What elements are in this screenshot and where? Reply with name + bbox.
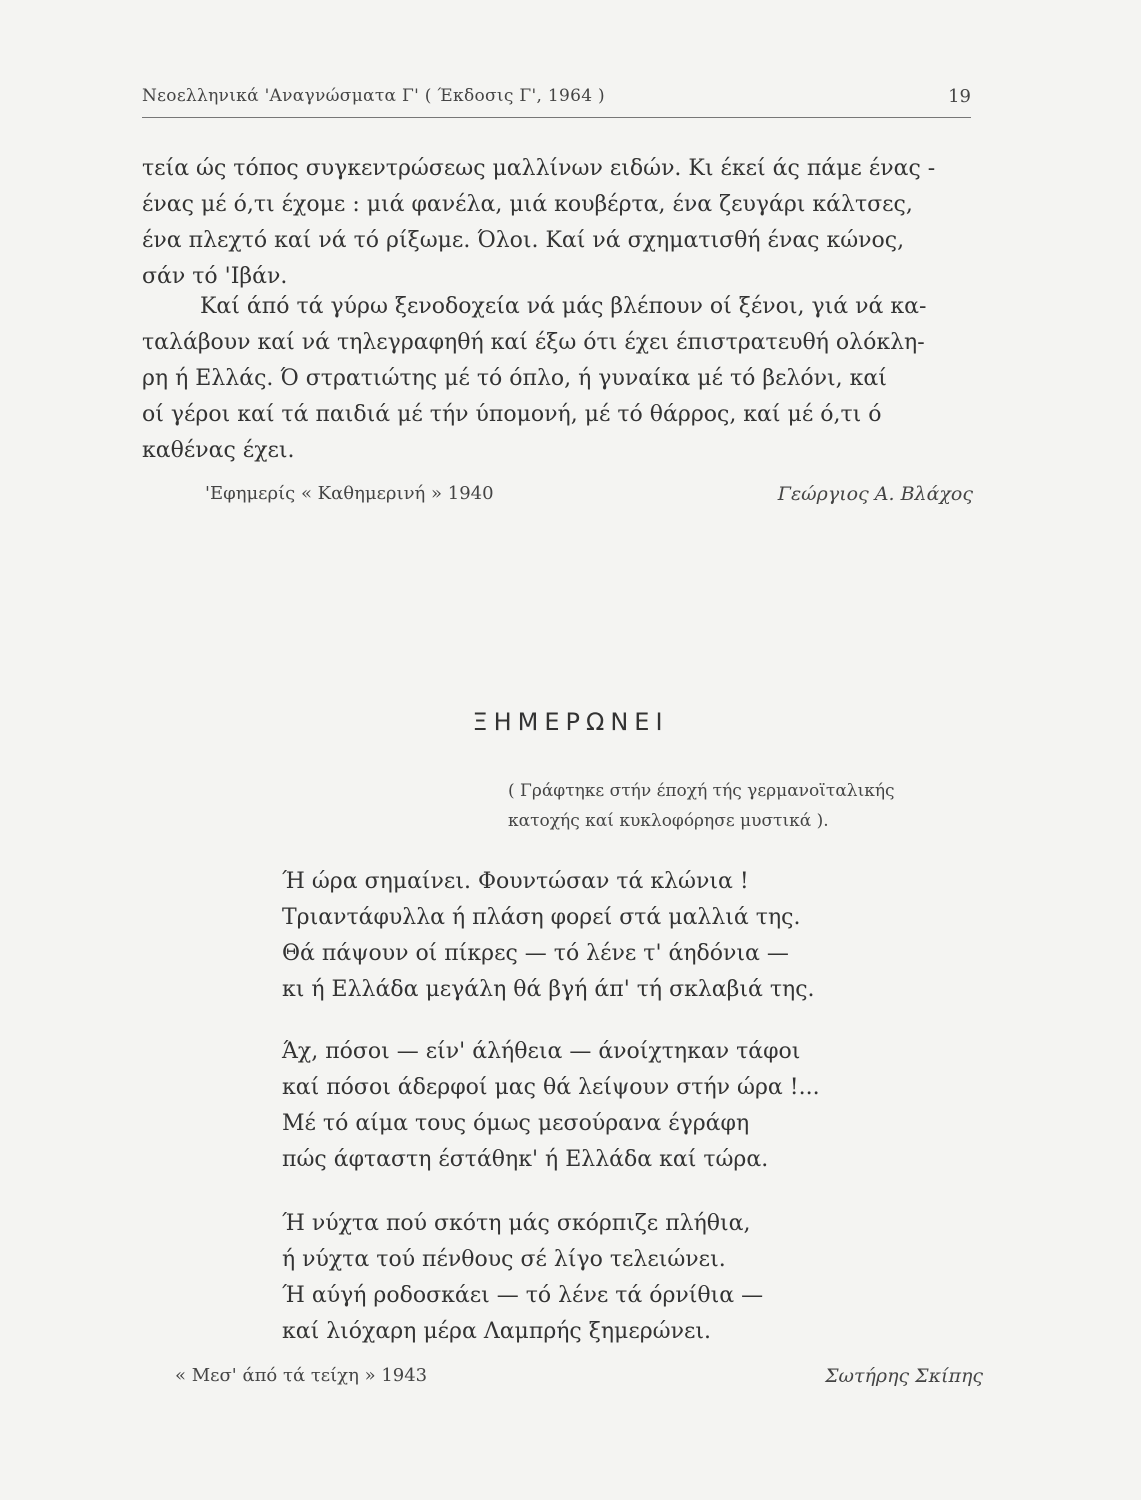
verse-line: Θά πάψουν οί πίκρες — τό λένε τ' άηδόνια — xyxy=(282,941,789,966)
poem-stanza-3 xyxy=(282,1206,763,1350)
text-line: ταλάβουν καί νά τηλεγραφηθή καί έξω ότι έχει έπιστρατευθή ολόκλη- xyxy=(142,330,925,355)
verse-line: ή νύχτα τού πένθους σέ λίγο τελειώνει. xyxy=(282,1247,726,1272)
verse-line: Μέ τό αίμα τους όμως μεσούρανα έγράφη xyxy=(282,1111,750,1136)
note-line: ( Γράφτηκε στήν έποχή τής γερμανοϊταλικής xyxy=(508,781,895,801)
text-line: καθένας έχει. xyxy=(142,438,295,463)
text-line: ρη ή Ελλάς. Ό στρατιώτης μέ τό όπλο, ή γυναίκα μέ τό βελόνι, καί xyxy=(142,366,887,391)
note-line: κατοχής καί κυκλοφόρησε μυστικά ). xyxy=(508,811,829,831)
text-line: σάν τό 'Ιβάν. xyxy=(142,264,288,289)
text-line: ένα πλεχτό καί νά τό ρίξωμε. Όλοι. Καί νά σχηματισθή ένας κώνος, xyxy=(142,228,905,253)
page-number: 19 xyxy=(948,86,971,107)
poem-title: ΞΗΜΕΡΩΝΕΙ xyxy=(472,708,669,736)
text-line: Καί άπό τά γύρω ξενοδοχεία νά μάς βλέπουν οί ξένοι, γιά νά κα- xyxy=(200,294,927,319)
verse-line: Ή αύγή ροδοσκάει — τό λένε τά όρνίθια — xyxy=(282,1283,764,1308)
verse-line: καί λιόχαρη μέρα Λαμπρής ξημερώνει. xyxy=(282,1319,711,1344)
running-header xyxy=(142,86,971,116)
verse-line: καί πόσοι άδερφοί μας θά λείψουν στήν ώρα !... xyxy=(282,1075,820,1100)
poem-stanza-1 xyxy=(282,864,815,1008)
text-line: τεία ώς τόπος συγκεντρώσεως μαλλίνων ειδών. Κι έκεί άς πάμε ένας - xyxy=(142,156,936,181)
verse-line: Ή ώρα σημαίνει. Φουντώσαν τά κλώνια ! xyxy=(282,869,749,894)
header-rule xyxy=(142,117,971,118)
poem-note xyxy=(508,776,895,836)
poem-stanza-2 xyxy=(282,1034,820,1178)
prose-paragraph-2 xyxy=(142,289,971,469)
verse-line: πώς άφταστη έστάθηκ' ή Ελλάδα καί τώρα. xyxy=(282,1147,769,1172)
verse-line: Τριαντάφυλλα ή πλάση φορεί στά μαλλιά της. xyxy=(282,905,801,930)
prose-paragraph-1 xyxy=(142,151,971,295)
verse-line: κι ή Ελλάδα μεγάλη θά βγή άπ' τή σκλαβιά της. xyxy=(282,977,815,1002)
prose-source: 'Εφημερίς « Καθημερινή » 1940 xyxy=(205,483,494,504)
text-line: οί γέροι καί τά παιδιά μέ τήν ύπομονή, μέ τό θάρρος, καί μέ ό,τι ό xyxy=(142,402,882,427)
poem-source: « Μεσ' άπό τά τείχη » 1943 xyxy=(175,1365,428,1386)
verse-line: Άχ, πόσοι — είν' άλήθεια — άνοίχτηκαν τάφοι xyxy=(282,1039,801,1064)
running-title: Νεοελληνικά 'Αναγνώσματα Γ' ( Έκδοσις Γ', 1964 ) xyxy=(142,86,605,106)
poem-author: Σωτήρης Σκίπης xyxy=(825,1365,983,1387)
prose-author: Γεώργιος Α. Βλάχος xyxy=(777,483,973,505)
text-line: ένας μέ ό,τι έχομε : μιά φανέλα, μιά κουβέρτα, ένα ζευγάρι κάλτσες, xyxy=(142,192,913,217)
verse-line: Ή νύχτα πού σκότη μάς σκόρπιζε πλήθια, xyxy=(282,1211,751,1236)
